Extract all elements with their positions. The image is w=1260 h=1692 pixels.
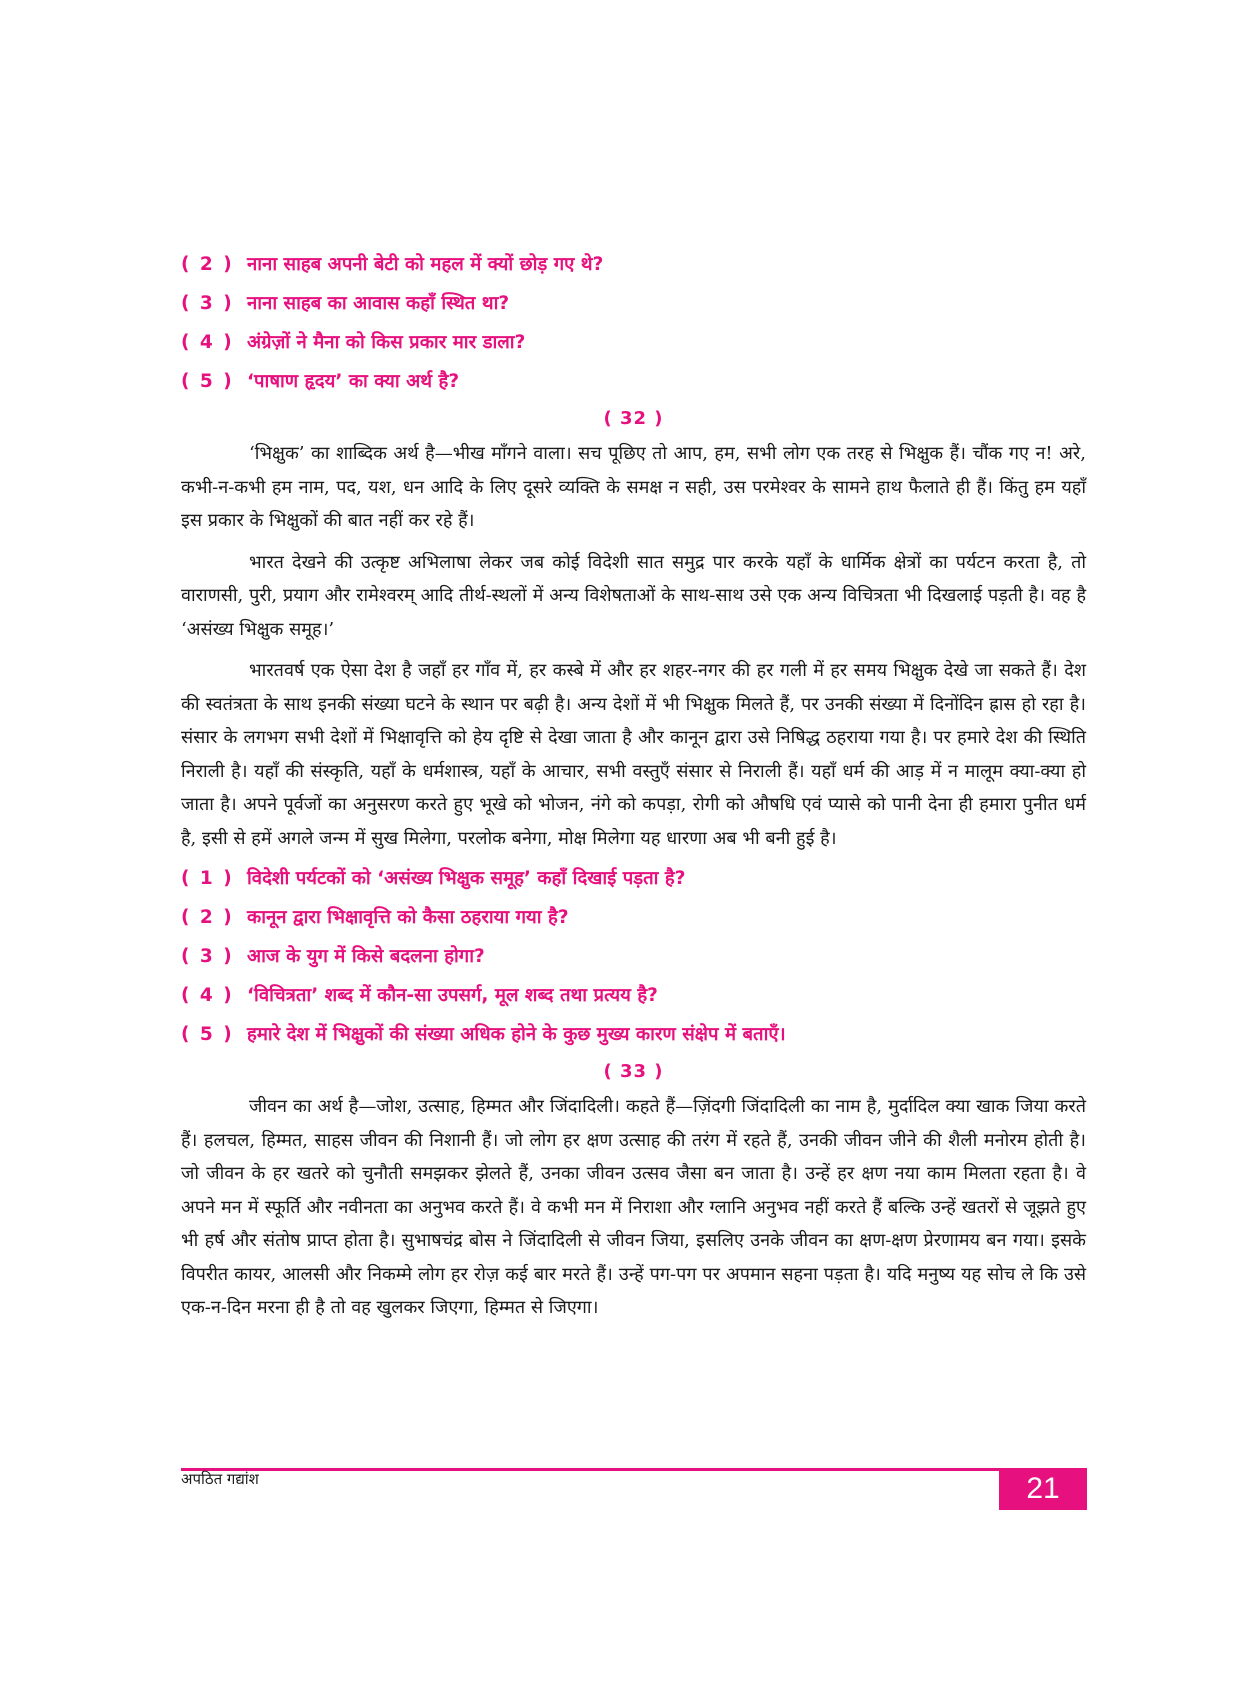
footer-section-title: अपठित गद्यांश <box>181 1470 259 1488</box>
question-item <box>181 937 1086 976</box>
question-number: ( 5 ) <box>181 1024 234 1045</box>
question-number: ( 2 ) <box>181 254 234 275</box>
question-number: ( 4 ) <box>181 332 234 353</box>
question-text: हमारे देश में भिक्षुकों की संख्या अधिक होने के कुछ मुख्य कारण संक्षेप में बताएँ। <box>247 1024 786 1045</box>
question-text: अंग्रेज़ों ने मैना को किस प्रकार मार डाला? <box>247 332 526 353</box>
passage-heading: ( 33 ) <box>603 1061 664 1082</box>
question-item <box>181 284 1086 323</box>
question-item <box>181 245 1086 284</box>
question-text: कानून द्वारा भिक्षावृत्ति को कैसा ठहराया गया है? <box>247 907 569 928</box>
question-text: विदेशी पर्यटकों को ‘असंख्य भिक्षुक समूह’ कहाँ दिखाई पड़ता है? <box>247 868 686 889</box>
question-text: आज के युग में किसे बदलना होगा? <box>247 946 485 967</box>
question-number: ( 5 ) <box>181 371 234 392</box>
question-item <box>181 323 1086 362</box>
passage-paragraph: भारत देखने की उत्कृष्ट अभिलाषा लेकर जब कोई विदेशी सात समुद्र पार करके यहाँ के धार्मिक क्षेत्रों का पर्यटन करता है, तो वाराणसी, पुरी, प्रयाग और रामेश्वरम् आदि तीर्थ-स्थलों में अन्य विशेषताओं के साथ-साथ उसे एक अन्य विचित्रता भी दिखलाई पड़ती है। वह है ‘असंख्य भिक्षुक समूह।’ <box>181 551 1086 640</box>
question-number: ( 1 ) <box>181 868 234 889</box>
question-item <box>181 976 1086 1015</box>
passage-paragraph: भारतवर्ष एक ऐसा देश है जहाँ हर गाँव में, हर कस्बे में और हर शहर-नगर की हर गली में हर समय भिक्षुक देखे जा सकते हैं। देश की स्वतंत्रता के साथ इनकी संख्या घटने के स्थान पर बढ़ी है। अन्य देशों में भी भिक्षुक मिलते हैं, पर उनकी संख्या में दिनोंदिन ह्रास हो रहा है। संसार के लगभग सभी देशों में भिक्षावृत्ति को हेय दृष्टि से देखा जाता है और कानून द्वारा उसे निषिद्ध ठहराया गया है। पर हमारे देश की स्थिति निराली है। यहाँ की संस्कृति, यहाँ के धर्मशास्त्र, यहाँ के आचार, सभी वस्तुएँ संसार से निराली हैं। यहाँ धर्म की आड़ में न मालूम क्या-क्या हो जाता है। अपने पूर्वजों का अनुसरण करते हुए भूखे को भोजन, नंगे को कपड़ा, रोगी को औषधि एवं प्यासे को पानी देना ही हमारा पुनीत धर्म है, इसी से हमें अगले जन्म में सुख मिलेगा, परलोक बनेगा, मोक्ष मिलेगा यह धारणा अब भी बनी हुई है। <box>181 660 1086 849</box>
question-number: ( 3 ) <box>181 293 234 314</box>
question-number: ( 4 ) <box>181 985 234 1006</box>
question-text: ‘पाषाण हृदय’ का क्या अर्थ है? <box>247 371 460 392</box>
question-text: ‘विचित्रता’ शब्द में कौन-सा उपसर्ग, मूल शब्द तथा प्रत्यय है? <box>247 985 658 1006</box>
question-number: ( 2 ) <box>181 907 234 928</box>
question-item <box>181 362 1086 401</box>
question-number: ( 3 ) <box>181 946 234 967</box>
page-content <box>181 245 1086 1325</box>
question-text: नाना साहब अपनी बेटी को महल में क्यों छोड़ गए थे? <box>247 254 604 275</box>
page-number: 21 <box>999 1468 1087 1510</box>
question-item <box>181 859 1086 898</box>
question-text: नाना साहब का आवास कहाँ स्थित था? <box>247 293 510 314</box>
footer-rule <box>181 1468 999 1471</box>
passage-paragraph: ‘भिक्षुक’ का शाब्दिक अर्थ है—भीख माँगने वाला। सच पूछिए तो आप, हम, सभी लोग एक तरह से भिक्षुक हैं। चौंक गए न! अरे, कभी-न-कभी हम नाम, पद, यश, धन आदि के लिए दूसरे व्यक्ति के समक्ष न सही, उस परमेश्वर के सामने हाथ फैलाते ही हैं। किंतु हम यहाँ इस प्रकार के भिक्षुकों की बात नहीं कर रहे हैं। <box>181 443 1086 531</box>
passage-heading: ( 32 ) <box>603 408 664 429</box>
question-item <box>181 1015 1086 1054</box>
passage-paragraph: जीवन का अर्थ है—जोश, उत्साह, हिम्मत और जिंदादिली। कहते हैं—ज़िंदगी जिंदादिली का नाम है, मुर्दादिल क्या खाक जिया करते हैं। हलचल, हिम्मत, साहस जीवन की निशानी हैं। जो लोग हर क्षण उत्साह की तरंग में रहते हैं, उनकी जीवन जीने की शैली मनोरम होती है। जो जीवन के हर खतरे को चुनौती समझकर झेलते हैं, उनका जीवन उत्सव जैसा बन जाता है। उन्हें हर क्षण नया काम मिलता रहता है। वे अपने मन में स्फूर्ति और नवीनता का अनुभव करते हैं। वे कभी मन में निराशा और ग्लानि अनुभव नहीं करते हैं बल्कि उन्हें खतरों से जूझते हुए भी हर्ष और संतोष प्राप्त होता है। सुभाषचंद्र बोस ने जिंदादिली से जीवन जिया, इसलिए उनके जीवन का क्षण-क्षण प्रेरणामय बन गया। इसके विपरीत कायर, आलसी और निकम्मे लोग हर रोज़ कई बार मरते हैं। उन्हें पग-पग पर अपमान सहना पड़ता है। यदि मनुष्य यह सोच ले कि उसे एक-न-दिन मरना ही है तो वह खुलकर जिएगा, हिम्मत से जिएगा। <box>181 1096 1086 1318</box>
question-item <box>181 898 1086 937</box>
